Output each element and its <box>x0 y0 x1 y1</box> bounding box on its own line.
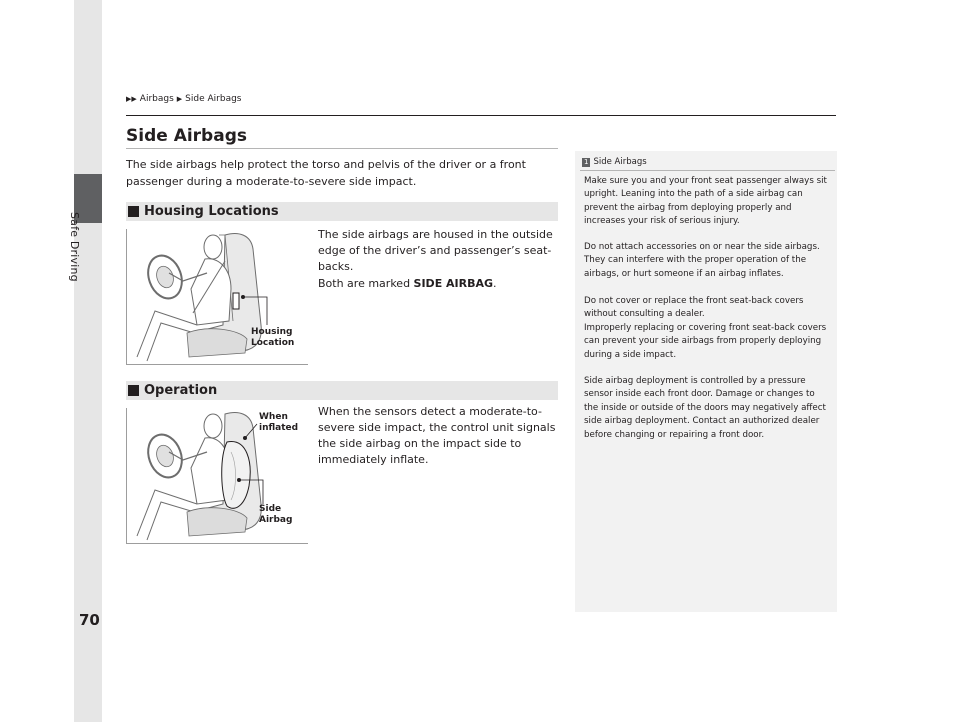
breadcrumb-item-side-airbags[interactable]: Side Airbags <box>185 94 242 104</box>
note-paragraph: Do not cover or replace the front seat-back covers without consulting a dealer. Improperly replacing or covering front seat-back covers can prevent your side airbags from properly deploying during a side impact. <box>584 296 827 360</box>
housing-location-illustration <box>126 229 308 365</box>
marking-bold: SIDE AIRBAG <box>413 277 494 290</box>
side-tab-label: Safe Driving <box>68 212 81 282</box>
note-heading-text: Side Airbags <box>593 157 647 167</box>
breadcrumb-arrow-icon: ▶ <box>176 95 183 103</box>
intro-paragraph: The side airbags help protect the torso and pelvis of the driver or a front passenger during a moderate-to-severe side impact. <box>126 158 526 188</box>
section-heading-housing-text: Housing Locations <box>144 204 279 219</box>
note-paragraph: Side airbag deployment is controlled by a pressure sensor inside each front door. Damage or changes to the inside or outside of the doors may negatively affect side airbag deployment. Contact an authorized dealer before changing or repairing a front door. <box>584 376 826 440</box>
housing-marking <box>318 276 558 292</box>
breadcrumb-arrow-icon: ▶▶ <box>126 95 137 103</box>
page-number: 70 <box>79 611 100 629</box>
note-paragraph: Make sure you and your front seat passenger always sit upright. Leaning into the path of a side airbag can prevent the airbag from deploying properly and increases your risk of serious injury. <box>584 176 827 227</box>
breadcrumb <box>126 94 241 104</box>
marking-suffix: . <box>493 277 497 290</box>
square-bullet-icon <box>128 206 139 217</box>
when-inflated-label: When inflated <box>259 412 299 433</box>
note-heading <box>582 157 647 167</box>
section-heading-operation <box>126 381 558 400</box>
marking-prefix: Both are marked <box>318 277 414 290</box>
breadcrumb-item-airbags[interactable]: Airbags <box>139 94 174 104</box>
operation-illustration <box>126 408 308 544</box>
note-paragraph: Do not attach accessories on or near the side airbags. They can interfere with the proper operation of the airbags, or hurt someone if an airbag inflates. <box>584 242 820 279</box>
header-rule <box>126 115 836 116</box>
side-airbag-label: Side Airbag <box>259 504 293 525</box>
housing-description: The side airbags are housed in the outside edge of the driver’s and passenger’s seat-backs. <box>318 228 553 273</box>
title-rule <box>126 148 558 149</box>
operation-description: When the sensors detect a moderate-to-severe side impact, the control unit signals the side airbag on the impact side to immediately inflate. <box>318 405 556 466</box>
square-bullet-icon <box>128 385 139 396</box>
note-number-badge: 1 <box>584 157 589 166</box>
section-heading-housing <box>126 202 558 221</box>
page-title: Side Airbags <box>126 126 247 146</box>
note-rule <box>580 170 835 171</box>
housing-location-label: Housing Location <box>251 327 295 348</box>
section-heading-operation-text: Operation <box>144 383 218 398</box>
